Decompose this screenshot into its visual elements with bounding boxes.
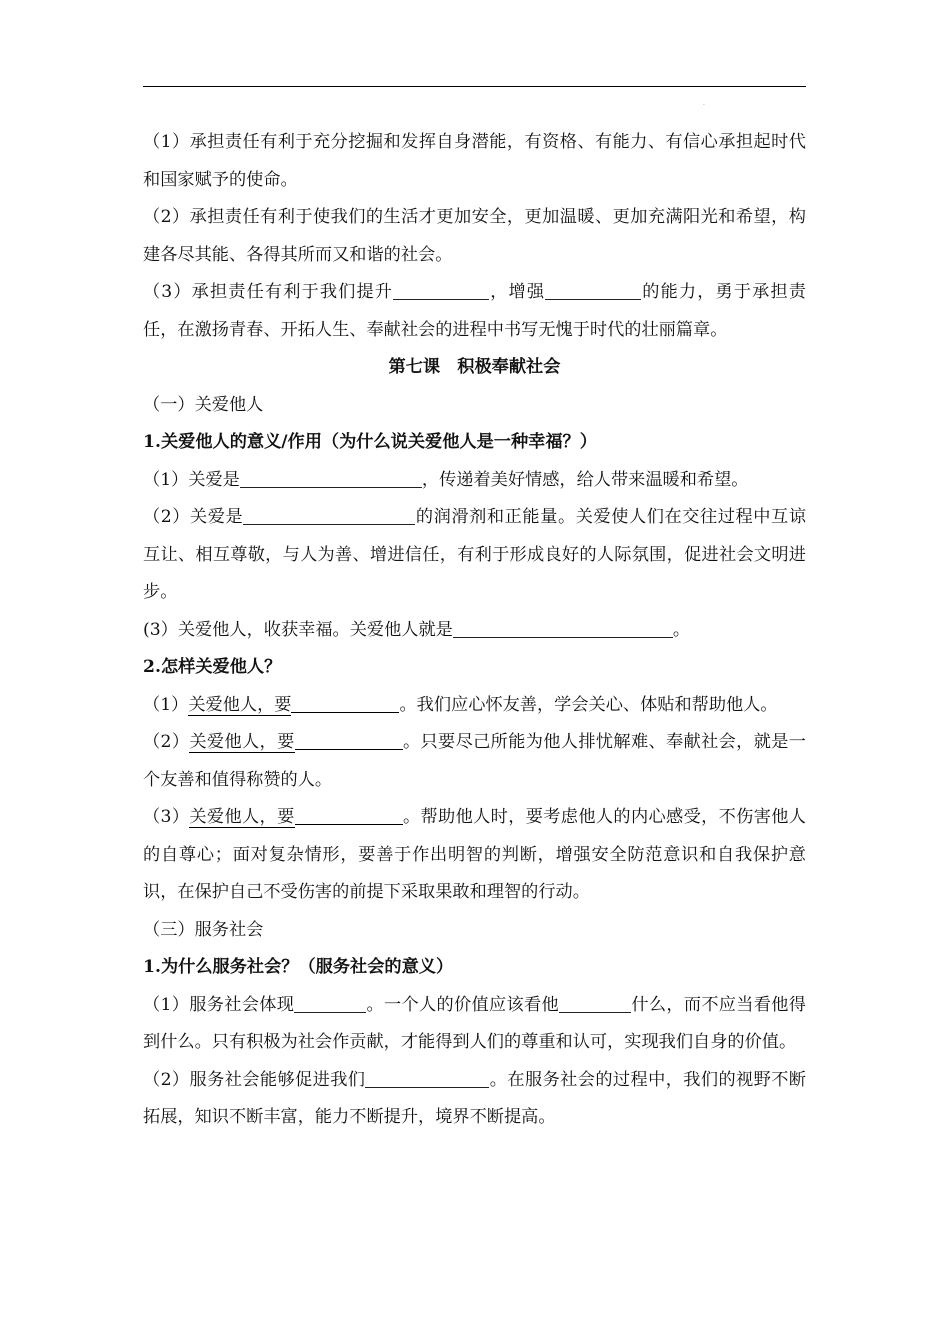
part-heading-care: （一）关爱他人 — [143, 394, 264, 415]
text-segment: （2） — [143, 732, 190, 752]
text-segment: 。一个人的价值应该看他 — [366, 994, 560, 1015]
fill-blank[interactable] — [453, 619, 673, 638]
serve-meaning-item-2 — [143, 1062, 806, 1137]
document-body — [143, 124, 806, 1137]
care-meaning-item-3 — [143, 612, 806, 650]
text-segment: 。我们应心怀友善，学会关心、体贴和帮助他人。 — [399, 694, 778, 715]
underlined-text: 关爱他人，要 — [189, 807, 295, 827]
responsibility-item-1: （1）承担责任有利于充分挖掘和发挥自身潜能，有资格、有能力、有信心承担起时代和国家赋予的使命。 — [143, 132, 806, 190]
text-segment: 的能力，勇于承担责任，在激扬青春、开拓人生、奉献社会的进程中书写无愧于时代的壮丽篇章。 — [143, 282, 806, 340]
text-segment: （2）服务社会能够促进我们 — [143, 1069, 366, 1090]
fill-blank[interactable] — [365, 1069, 489, 1088]
care-how-item-3 — [143, 799, 806, 912]
lesson-title: 第七课 积极奉献社会 — [388, 357, 561, 377]
question-heading-2: 2.怎样关爱他人？ — [143, 657, 282, 677]
text-segment: （2）关爱是 — [143, 507, 244, 527]
fill-blank[interactable] — [243, 506, 415, 525]
part-heading-serve: （三）服务社会 — [143, 919, 264, 940]
underlined-text: 关爱他人，要 — [188, 694, 292, 715]
text-segment: 。只要尽己所能为他人排忧解难、奉献社会，就是一个友善和值得称赞的人。 — [143, 732, 806, 790]
fill-blank[interactable] — [393, 281, 489, 300]
care-how-item-2 — [143, 724, 806, 799]
responsibility-item-2: （2）承担责任有利于使我们的生活才更加安全，更加温暖、更加充满阳光和希望，构建各尽其能、各得其所而又和谐的社会。 — [143, 207, 806, 265]
text-segment: 。帮助他人时，要考虑他人的内心感受，不伤害他人的自尊心；面对复杂情形，要善于作出明智的判断，增强安全防范意识和自我保护意识，在保护自己不受伤害的前提下采取果敢和理智的行动。 — [143, 807, 806, 902]
fill-blank[interactable] — [240, 469, 422, 488]
responsibility-item-3 — [143, 274, 806, 349]
care-meaning-item-1 — [143, 462, 806, 500]
text-segment: ，传递着美好情感，给人带来温暖和希望。 — [421, 469, 749, 490]
question-heading-3: 1.为什么服务社会？（服务社会的意义） — [143, 957, 454, 977]
header-dot: . — [703, 100, 705, 107]
text-segment: 的润滑剂和正能量。关爱使人们在交往过程中互谅互让、相互尊敬，与人为善、增进信任，有利于形成良好的人际氛围，促进社会文明进步。 — [143, 507, 806, 602]
underlined-text: 关爱他人，要 — [189, 732, 295, 752]
fill-blank[interactable] — [295, 806, 403, 825]
text-segment: （1）服务社会体现 — [143, 994, 295, 1015]
fill-blank[interactable] — [559, 994, 631, 1013]
text-segment: 。在服务社会的过程中，我们的视野不断拓展，知识不断丰富，能力不断提升，境界不断提高。 — [143, 1069, 806, 1127]
text-segment: （3） — [143, 807, 190, 827]
care-meaning-item-2 — [143, 499, 806, 612]
question-heading-1: 1.关爱他人的意义/作用（为什么说关爱他人是一种幸福？） — [143, 432, 597, 452]
text-segment: ，增强 — [489, 282, 546, 302]
text-segment: 什么，而不应当看他得到什么。只有积极为社会作贡献，才能得到人们的尊重和认可，实现我们自身的价值。 — [143, 994, 806, 1052]
text-segment: （3）承担责任有利于我们提升 — [143, 282, 394, 302]
fill-blank[interactable] — [291, 694, 399, 713]
care-how-item-1 — [143, 687, 806, 725]
fill-blank[interactable] — [545, 281, 641, 300]
text-segment: （1）关爱是 — [143, 469, 240, 490]
text-segment: （1） — [143, 694, 189, 715]
header-rule — [143, 86, 806, 87]
text-segment: (3）关爱他人，收获幸福。关爱他人就是 — [143, 619, 453, 640]
fill-blank[interactable] — [295, 731, 403, 750]
serve-meaning-item-1 — [143, 987, 806, 1062]
fill-blank[interactable] — [294, 994, 366, 1013]
text-segment: 。 — [672, 619, 691, 640]
